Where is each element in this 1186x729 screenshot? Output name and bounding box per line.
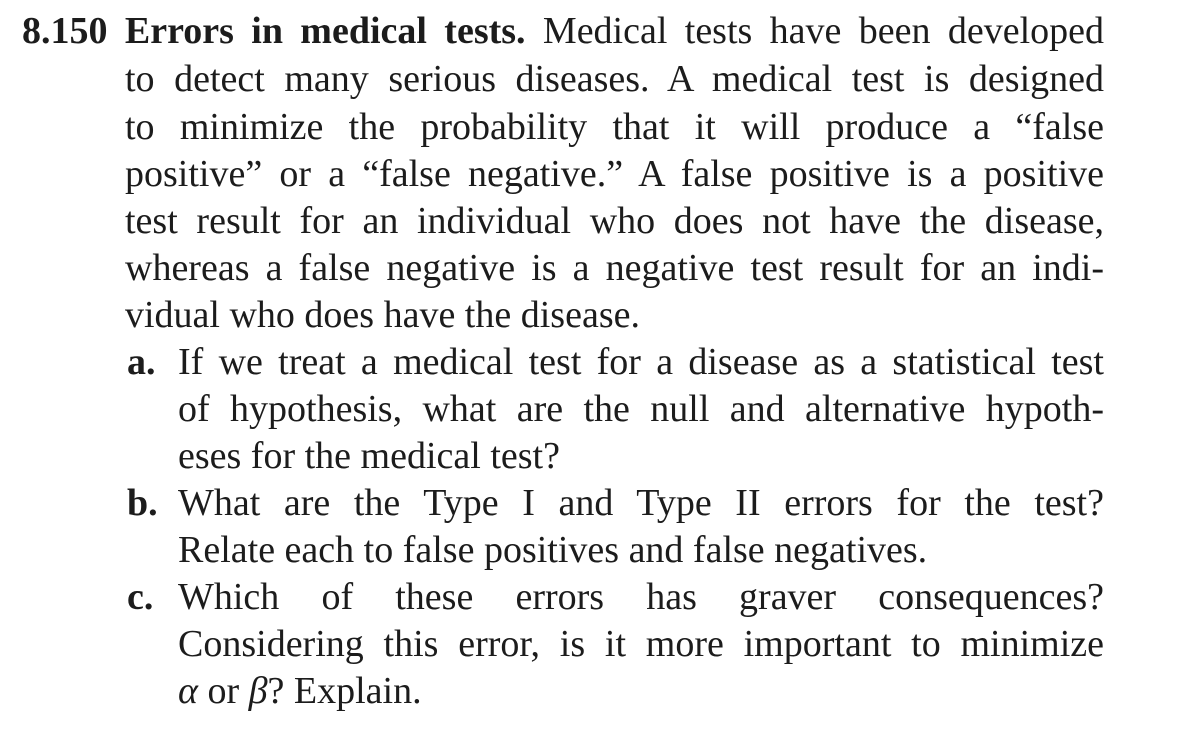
intro-line-6: whereas a false negative is a negative test result for an indi- bbox=[125, 247, 1104, 289]
intro-line-2: to detect many serious diseases. A medical test is designed bbox=[125, 58, 1104, 100]
problem-number: 8.150 bbox=[22, 10, 108, 52]
part-a-line-3: eses for the medical test? bbox=[178, 435, 560, 477]
problem-title: Errors in medical tests. bbox=[124, 10, 526, 52]
part-a-label: a. bbox=[127, 341, 156, 383]
intro-line-4: positive” or a “false negative.” A false positive is a positive bbox=[125, 153, 1104, 195]
problem-header-line bbox=[22, 8, 1104, 55]
or-text: or bbox=[197, 670, 249, 712]
part-c-line-1: Which of these errors has graver consequences? bbox=[178, 576, 1104, 618]
part-b-label: b. bbox=[127, 482, 158, 524]
part-b-line-1: What are the Type I and Type II errors for the test? bbox=[178, 482, 1104, 524]
part-a-line-2: of hypothesis, what are the null and alternative hypoth- bbox=[178, 388, 1104, 430]
beta-symbol: β bbox=[248, 670, 268, 712]
intro-line-1: Medical tests have been developed bbox=[542, 10, 1105, 52]
alpha-symbol: α bbox=[178, 670, 198, 712]
part-b-line-2: Relate each to false positives and false negatives. bbox=[178, 529, 928, 571]
explain-text: ? Explain. bbox=[267, 670, 422, 712]
part-c-line-2: Considering this error, is it more important to minimize bbox=[178, 623, 1104, 665]
intro-line-3: to minimize the probability that it will produce a “false bbox=[125, 106, 1104, 148]
part-c-label: c. bbox=[127, 576, 154, 618]
part-a-line-1: If we treat a medical test for a disease as a statistical test bbox=[178, 341, 1104, 383]
intro-line-5: test result for an individual who does not have the disease, bbox=[125, 200, 1104, 242]
intro-line-7: vidual who does have the disease. bbox=[125, 294, 640, 336]
part-c-line-3 bbox=[178, 668, 422, 715]
